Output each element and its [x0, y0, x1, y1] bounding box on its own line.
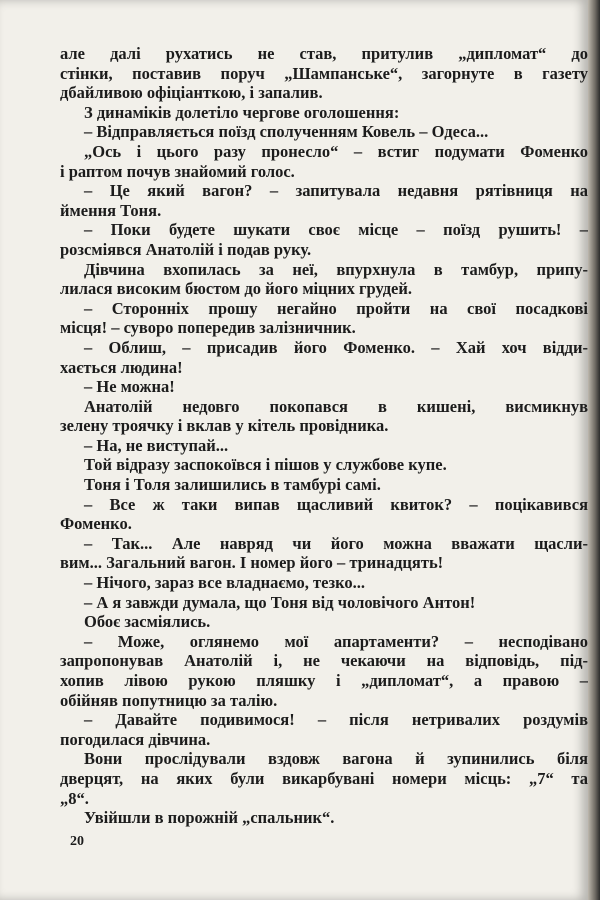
text-line: – Відправляється поїзд сполученням Ковель – Одеса... [84, 122, 489, 142]
text-line: Обоє засміялись. [84, 612, 211, 632]
text-line: – Так... Але навряд чи його можна вважати щасли- [84, 533, 588, 553]
text-line: Увійшли в порожній „спальник“. [84, 808, 335, 828]
text-line: – На, не виступай... [84, 435, 229, 455]
text-line: Вони прослідували вздовж вагона й зупинились біля [84, 749, 588, 769]
text-line: місця! – суворо попередив залізничник. [60, 318, 356, 338]
text-line: погодилася дівчина. [60, 729, 211, 749]
text-line: Дівчина вхопилась за неї, впурхнула в тамбур, припу- [84, 259, 588, 279]
text-line: зелену троячку і вклав у кітель провідника. [60, 416, 389, 436]
page-number: 20 [70, 834, 84, 849]
text-line: дбайливою офіціанткою, і запалив. [60, 83, 323, 103]
text-line: стінки, поставив поруч „Шампанське“, загорнуте в газету [60, 63, 588, 83]
text-line: але далі рухатись не став, притулив „дипломат“ до [60, 44, 588, 63]
page-edge-shadow [588, 0, 600, 900]
text-line: хається людина! [60, 357, 183, 377]
text-line: Фоменко. [60, 514, 132, 534]
text-line: – Нічого, зараз все владнаємо, тезко... [84, 573, 366, 593]
text-line: – Облиш, – присадив його Фоменко. – Хай хоч відди- [84, 337, 588, 357]
text-line: вим... Загальний вагон. І номер його – тринадцять! [60, 553, 444, 573]
text-line: – Все ж таки випав щасливий квиток? – поцікавився [84, 494, 588, 514]
text-line: і раптом почув знайомий голос. [60, 161, 295, 181]
text-line: „Ось і цього разу пронесло“ – встиг подумати Фоменко [84, 141, 588, 161]
text-line: Тоня і Толя залишились в тамбурі самі. [84, 475, 381, 495]
text-line: – А я завжди думала, що Тоня від чоловічого Антон! [84, 592, 476, 612]
text-line: лилася високим бюстом до його міцних грудей. [60, 279, 413, 299]
text-line: – Сторонніх прошу негайно пройти на свої посадкові [84, 298, 588, 318]
text-line: ймення Тоня. [60, 200, 162, 220]
text-line: – Давайте подивимося! – після нетривалих роздумів [84, 710, 588, 730]
text-line: – Це який вагон? – запитувала недавня рятівниця на [84, 181, 588, 201]
text-line: – Поки будете шукати своє місце – поїзд рушить! – [84, 220, 588, 240]
text-line: розсміявся Анатолій і подав руку. [60, 239, 312, 259]
body-text [60, 44, 588, 828]
text-line: Той відразу заспокоївся і пішов у службове купе. [84, 455, 447, 475]
text-line: запропонував Анатолій і, не чекаючи на відповідь, під- [60, 651, 588, 671]
text-line: „8“. [60, 788, 89, 808]
text-line: дверцят, на яких були викарбувані номери місць: „7“ та [60, 768, 588, 788]
text-line: Анатолій недовго покопався в кишені, висмикнув [84, 396, 588, 416]
text-line: – Не можна! [84, 377, 175, 397]
text-line: – Може, оглянемо мої апартаменти? – несподівано [84, 631, 588, 651]
text-line: обійняв попутницю за талію. [60, 690, 278, 710]
text-line: хопив лівою рукою пляшку і „дипломат“, а правою – [60, 671, 588, 690]
text-line: З динаміків долетіло чергове оголошення: [84, 102, 400, 122]
